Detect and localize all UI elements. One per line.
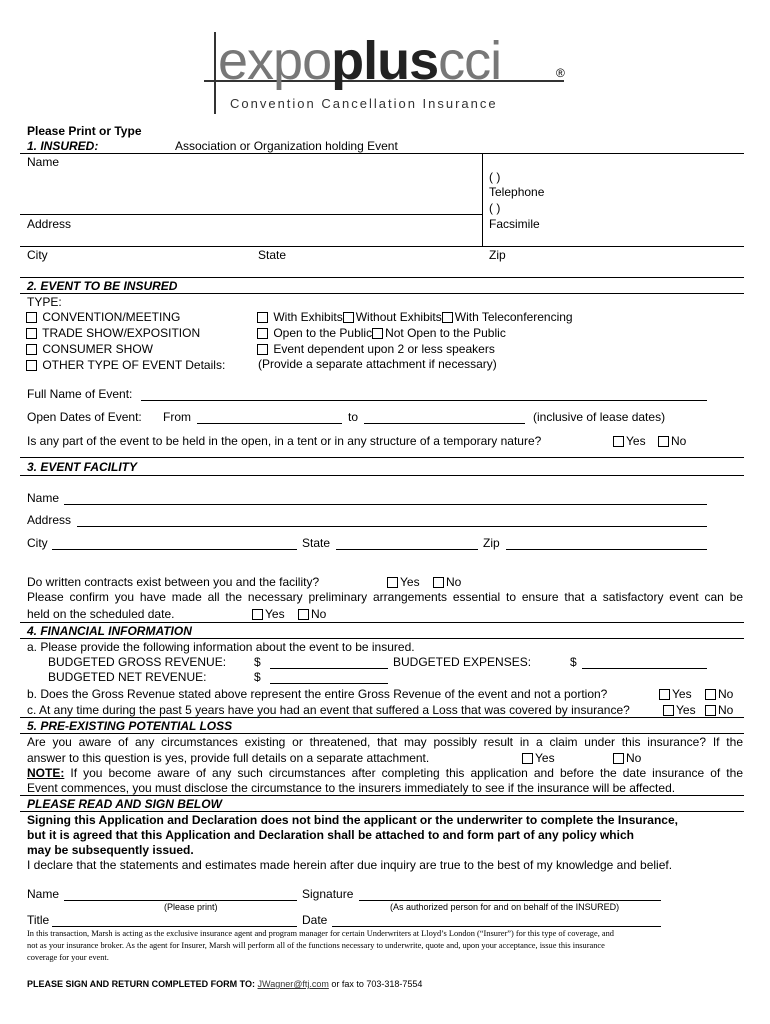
net-label: BUDGETED NET REVENUE: bbox=[48, 670, 207, 684]
fine-print-3: coverage for your event. bbox=[27, 953, 109, 962]
sign-name-label: Name bbox=[27, 887, 60, 901]
checkbox[interactable] bbox=[659, 689, 670, 700]
facility-city-field[interactable] bbox=[52, 549, 297, 550]
section-3-title: 3. EVENT FACILITY bbox=[27, 460, 138, 474]
confirm-line-1: Please confirm you have made all the necessary preliminary arrangements essential to ensure that a satisfactory event can be bbox=[27, 590, 743, 604]
logo-plus: plus bbox=[331, 31, 439, 91]
type-label: TYPE: bbox=[27, 295, 62, 309]
logo-cci: cci bbox=[438, 31, 502, 91]
expenses-label: BUDGETED EXPENSES: bbox=[393, 655, 532, 669]
checkbox[interactable] bbox=[522, 753, 533, 764]
facility-address-field[interactable] bbox=[77, 526, 707, 527]
please-print-note: (Please print) bbox=[164, 902, 218, 912]
net-field[interactable] bbox=[270, 683, 388, 684]
print-note: Please Print or Type bbox=[27, 124, 142, 138]
financial-b-text: b. Does the Gross Revenue stated above represent the entire Gross Revenue of the event and not a portion? bbox=[27, 687, 608, 701]
sign-bold-1: Signing this Application and Declaration does not bind the applicant or the underwriter to complete the Insurance, bbox=[27, 813, 678, 827]
facility-name-label: Name bbox=[27, 491, 60, 505]
open-yes[interactable]: Yes bbox=[613, 434, 646, 448]
full-name-label: Full Name of Event: bbox=[27, 387, 133, 401]
facility-address-label: Address bbox=[27, 513, 72, 527]
checkbox[interactable] bbox=[26, 328, 37, 339]
open-no[interactable]: No bbox=[658, 434, 686, 448]
loss-line-1: Are you aware of any circumstances existing or threatened, that may possibly result in a claim under this insurance? If the bbox=[27, 735, 743, 749]
type-other[interactable]: OTHER TYPE OF EVENT Details: bbox=[26, 358, 225, 372]
sign-name-field[interactable] bbox=[64, 900, 297, 901]
to-label: to bbox=[348, 410, 359, 424]
loss-no[interactable]: No bbox=[613, 751, 641, 765]
b-yes[interactable]: Yes bbox=[659, 687, 692, 701]
title-field[interactable] bbox=[52, 926, 297, 927]
expenses-dollar: $ bbox=[570, 655, 577, 669]
checkbox[interactable] bbox=[705, 689, 716, 700]
type-convention[interactable]: CONVENTION/MEETING bbox=[26, 310, 180, 324]
checkbox-speakers[interactable] bbox=[257, 344, 268, 355]
checkbox[interactable] bbox=[705, 705, 716, 716]
attachment-note: (Provide a separate attachment if necessary) bbox=[258, 357, 497, 371]
facility-name-field[interactable] bbox=[64, 504, 707, 505]
declare-text: I declare that the statements and estimates made herein after due inquiry are true to the best of my knowledge and belief. bbox=[27, 858, 673, 872]
checkbox[interactable] bbox=[252, 609, 263, 620]
loss-yes[interactable]: Yes bbox=[522, 751, 555, 765]
options-row-1: With Exhibits Without Exhibits With Teleconferencing bbox=[257, 310, 573, 324]
to-field[interactable] bbox=[364, 423, 525, 424]
insured-name-label: Name bbox=[27, 155, 60, 169]
checkbox[interactable] bbox=[613, 436, 624, 447]
checkbox-open-public[interactable] bbox=[257, 328, 268, 339]
checkbox[interactable] bbox=[387, 577, 398, 588]
facility-state-label: State bbox=[302, 536, 331, 550]
facsimile-label: Facsimile bbox=[489, 217, 540, 231]
logo bbox=[200, 26, 580, 116]
section-4-title: 4. FINANCIAL INFORMATION bbox=[27, 624, 192, 638]
org-label: Association or Organization holding Event bbox=[175, 139, 398, 153]
state-label: State bbox=[258, 248, 287, 262]
email-link[interactable]: JWagner@ftj.com bbox=[257, 979, 329, 989]
authorized-note: (As authorized person for and on behalf of the INSURED) bbox=[390, 902, 620, 912]
logo-tagline: Convention Cancellation Insurance bbox=[230, 96, 498, 111]
checkbox[interactable] bbox=[298, 609, 309, 620]
title-label: Title bbox=[27, 913, 50, 927]
expenses-field[interactable] bbox=[582, 668, 707, 669]
sign-bold-2: but it is agreed that this Application and Declaration shall be attached to and form part of any policy which bbox=[27, 828, 634, 842]
confirm-no[interactable]: No bbox=[298, 607, 326, 621]
registered-mark: ® bbox=[556, 66, 565, 80]
checkbox-teleconf[interactable] bbox=[442, 312, 453, 323]
date-field[interactable] bbox=[332, 926, 661, 927]
fine-print-2: not as your insurance broker. As the agent for Insurer, Marsh will perform all of the functions necessary to underwrite, quote and, upon your acceptance, issue this insurance bbox=[27, 941, 605, 950]
facility-zip-field[interactable] bbox=[506, 549, 707, 550]
from-label: From bbox=[163, 410, 191, 424]
financial-a-text: a. Please provide the following information about the event to be insured. bbox=[27, 640, 415, 654]
loss-line-2: answer to this question is yes, provide full details on a separate attachment. bbox=[27, 751, 430, 765]
financial-c-text: c. At any time during the past 5 years have you had an event that suffered a Loss that was covered by insurance? bbox=[27, 703, 630, 717]
loss-note-line-1: NOTE: If you become aware of any such circumstances after completing this application and before the date insurance of the bbox=[27, 766, 743, 780]
address-label: Address bbox=[27, 217, 72, 231]
return-line: PLEASE SIGN AND RETURN COMPLETED FORM TO: JWagner@ftj.com or fax to 703-318-7554 bbox=[27, 979, 423, 989]
type-consumer[interactable]: CONSUMER SHOW bbox=[26, 342, 153, 356]
gross-dollar: $ bbox=[254, 655, 261, 669]
fine-print-1: In this transaction, Marsh is acting as the exclusive insurance agent and program manager for certain Underwriters at Lloyd’s London (“Insurer”) for this type of coverage, and bbox=[27, 929, 614, 938]
sign-title: PLEASE READ AND SIGN BELOW bbox=[27, 797, 222, 811]
b-no[interactable]: No bbox=[705, 687, 733, 701]
sign-bold-3: may be subsequently issued. bbox=[27, 843, 194, 857]
section-1-title: 1. INSURED: bbox=[27, 139, 99, 153]
facility-state-field[interactable] bbox=[336, 549, 478, 550]
loss-note-line-2: Event commences, you must disclose the circumstance to the insurers immediately to see if the insurance will be affected. bbox=[27, 781, 676, 795]
gross-field[interactable] bbox=[270, 668, 388, 669]
checkbox[interactable] bbox=[26, 344, 37, 355]
signature-label: Signature bbox=[302, 887, 354, 901]
zip-label: Zip bbox=[489, 248, 506, 262]
from-field[interactable] bbox=[197, 423, 342, 424]
c-no[interactable]: No bbox=[705, 703, 733, 717]
open-dates-label: Open Dates of Event: bbox=[27, 410, 142, 424]
checkbox-without-exhibits[interactable] bbox=[343, 312, 354, 323]
c-yes[interactable]: Yes bbox=[663, 703, 696, 717]
contracts-no[interactable]: No bbox=[433, 575, 461, 589]
checkbox-with-exhibits[interactable] bbox=[257, 312, 268, 323]
telephone-label: Telephone bbox=[489, 185, 545, 199]
checkbox[interactable] bbox=[26, 360, 37, 371]
contracts-yes[interactable]: Yes bbox=[387, 575, 420, 589]
facility-zip-label: Zip bbox=[483, 536, 500, 550]
checkbox[interactable] bbox=[658, 436, 669, 447]
date-label: Date bbox=[302, 913, 328, 927]
section-2-title: 2. EVENT TO BE INSURED bbox=[27, 279, 178, 293]
contracts-question: Do written contracts exist between you and the facility? bbox=[27, 575, 320, 589]
checkbox-not-open[interactable] bbox=[372, 328, 383, 339]
confirm-line-2: held on the scheduled date. bbox=[27, 607, 175, 621]
checkbox[interactable] bbox=[663, 705, 674, 716]
signature-field[interactable] bbox=[359, 900, 661, 901]
checkbox[interactable] bbox=[613, 753, 624, 764]
confirm-yes[interactable]: Yes bbox=[252, 607, 285, 621]
lease-note: (inclusive of lease dates) bbox=[533, 410, 666, 424]
checkbox[interactable] bbox=[433, 577, 444, 588]
city-label: City bbox=[27, 248, 48, 262]
fax-area: ( ) bbox=[489, 201, 501, 215]
checkbox[interactable] bbox=[26, 312, 37, 323]
type-tradeshow[interactable]: TRADE SHOW/EXPOSITION bbox=[26, 326, 200, 340]
logo-expo: expo bbox=[218, 31, 332, 91]
options-row-3: Event dependent upon 2 or less speakers bbox=[257, 342, 495, 356]
open-question: Is any part of the event to be held in the open, in a tent or in any structure of a temporary nature? bbox=[27, 434, 542, 448]
section-5-title: 5. PRE-EXISTING POTENTIAL LOSS bbox=[27, 719, 233, 733]
gross-label: BUDGETED GROSS REVENUE: bbox=[48, 655, 227, 669]
options-row-2: Open to the Public Not Open to the Public bbox=[257, 326, 506, 340]
facility-city-label: City bbox=[27, 536, 48, 550]
phone-area: ( ) bbox=[489, 170, 501, 184]
full-name-field[interactable] bbox=[141, 400, 707, 401]
net-dollar: $ bbox=[254, 670, 261, 684]
